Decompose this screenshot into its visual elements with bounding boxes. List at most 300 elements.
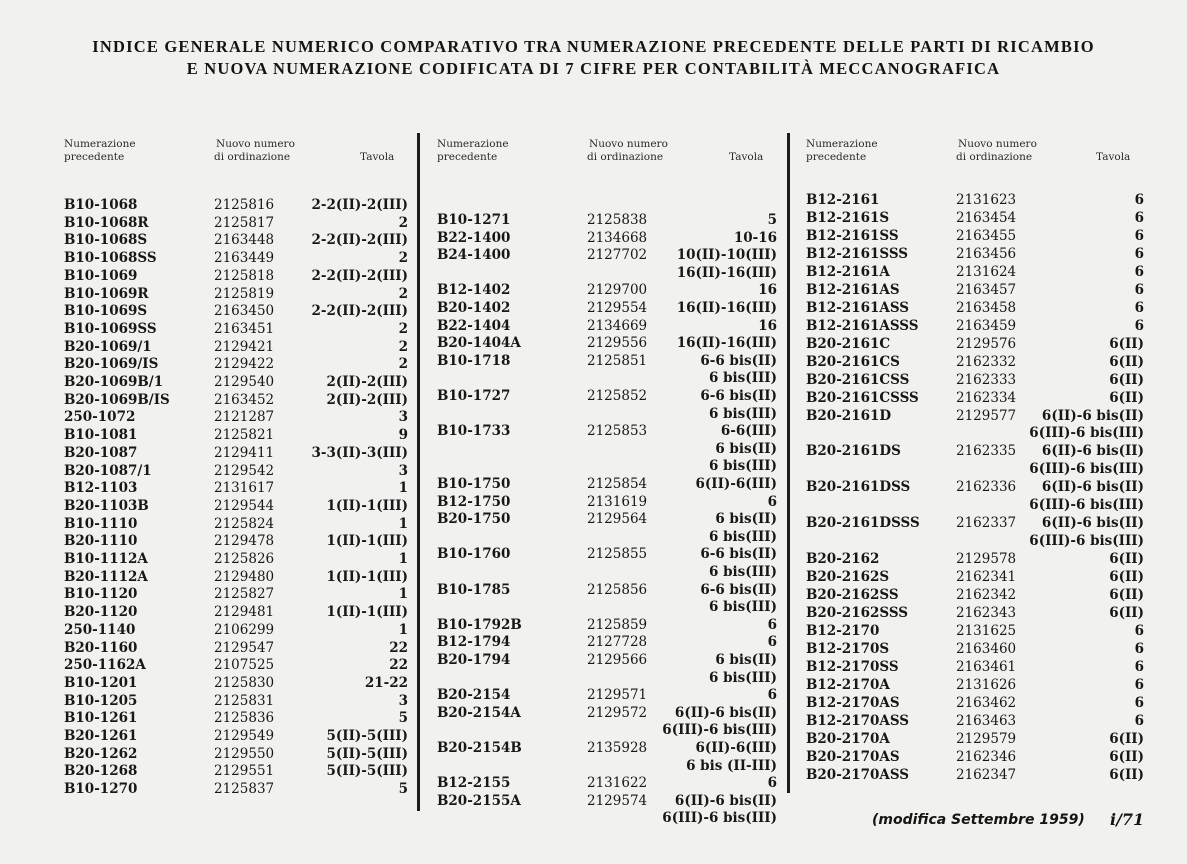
tavola-reference: 6(II) bbox=[1109, 569, 1144, 586]
old-part-number: B12-2161SS bbox=[806, 227, 899, 244]
tavola-reference: 1 bbox=[398, 515, 408, 532]
table-row bbox=[806, 353, 1144, 371]
new-order-number: 2125852 bbox=[587, 388, 648, 404]
old-part-number: B12-2161A bbox=[806, 263, 890, 280]
new-order-number: 2125856 bbox=[587, 581, 648, 598]
new-order-number: 2129566 bbox=[587, 652, 648, 668]
new-order-number: 2162342 bbox=[956, 587, 1017, 604]
old-part-number: B10-1069SS bbox=[64, 320, 157, 337]
tavola-reference: 1 bbox=[398, 480, 408, 497]
tavola-reference: 10(II)-10(III) bbox=[676, 247, 777, 264]
table-row bbox=[806, 209, 1144, 227]
page-title bbox=[0, 36, 1187, 80]
tavola-reference: 6(II)-6 bis(II) bbox=[1041, 515, 1144, 532]
table-row bbox=[64, 302, 408, 320]
table-row bbox=[806, 407, 1144, 425]
tavola-reference: 6 bis(II) bbox=[715, 440, 777, 457]
tavola-reference: 6(II)-6 bis(II) bbox=[1041, 407, 1144, 424]
new-order-number: 2131625 bbox=[956, 623, 1017, 640]
table-row bbox=[437, 246, 777, 264]
tavola-reference: 1 bbox=[398, 551, 408, 567]
old-part-number: B10-1750 bbox=[437, 476, 511, 492]
old-part-number: B12-2161S bbox=[806, 209, 890, 226]
old-part-number: B10-1727 bbox=[437, 388, 511, 404]
old-part-number: B12-1402 bbox=[437, 282, 511, 299]
table-row bbox=[437, 774, 777, 792]
tavola-reference: 2 bbox=[398, 250, 408, 267]
new-order-number: 2129571 bbox=[587, 687, 648, 704]
column-separator bbox=[417, 133, 420, 811]
tavola-reference: 3 bbox=[398, 692, 408, 709]
tavola-reference: 6 bis(III) bbox=[709, 458, 777, 475]
table-row bbox=[64, 267, 408, 285]
old-part-number: 250-1072 bbox=[64, 409, 136, 426]
table-row bbox=[806, 622, 1144, 640]
tavola-reference: 2 bbox=[398, 285, 408, 302]
tavola-reference: 6(III)-6 bis(III) bbox=[1029, 461, 1144, 478]
new-order-number: 2125821 bbox=[214, 427, 275, 444]
new-order-number: 2129576 bbox=[956, 335, 1017, 352]
table-row bbox=[437, 669, 777, 687]
column-header-tavola: Tavola bbox=[360, 151, 395, 163]
old-part-number: B20-1087/1 bbox=[64, 462, 152, 479]
column-header-new-number bbox=[956, 138, 1037, 164]
old-part-number: B10-1112A bbox=[64, 551, 148, 567]
table-row bbox=[437, 299, 777, 317]
tavola-reference: 6-6 bis(II) bbox=[700, 581, 777, 598]
old-part-number: B20-2161DSS bbox=[806, 479, 911, 496]
old-part-number: B20-2154 bbox=[437, 687, 511, 704]
table-row bbox=[806, 496, 1144, 514]
tavola-reference: 16(II)-16(III) bbox=[676, 264, 777, 281]
table-row bbox=[437, 633, 777, 651]
title-line-1: INDICE GENERALE NUMERICO COMPARATIVO TRA NUMERAZIONE PRECEDENTE DELLE PARTI DI RICAMBIO bbox=[92, 37, 1095, 56]
table-row bbox=[64, 656, 408, 674]
old-part-number: B20-2161C bbox=[806, 335, 891, 352]
tavola-reference: 6 bbox=[1134, 658, 1144, 675]
header-text: Nuovo numero bbox=[589, 138, 668, 150]
new-order-number: 2125836 bbox=[214, 710, 275, 727]
tavola-reference: 6 bbox=[767, 687, 777, 704]
table-row bbox=[64, 585, 408, 603]
new-order-number: 2162346 bbox=[956, 748, 1017, 765]
table-row bbox=[806, 640, 1144, 658]
tavola-reference: 6(II) bbox=[1109, 766, 1144, 783]
new-order-number: 2125838 bbox=[587, 212, 648, 228]
new-order-number: 2129422 bbox=[214, 356, 275, 373]
table-row bbox=[806, 371, 1144, 389]
header-text: Nuovo numero bbox=[216, 138, 295, 150]
table-row bbox=[64, 231, 408, 249]
tavola-reference: 1 bbox=[398, 586, 408, 603]
new-order-number: 2163448 bbox=[214, 232, 275, 249]
old-part-number: B20-2170ASS bbox=[806, 766, 910, 783]
table-row bbox=[437, 792, 777, 810]
old-part-number: B12-2170S bbox=[806, 641, 890, 657]
tavola-reference: 6 bbox=[1134, 694, 1144, 711]
tavola-reference: 2-2(II)-2(III) bbox=[311, 197, 408, 213]
old-part-number: B20-1262 bbox=[64, 745, 138, 762]
table-row bbox=[64, 532, 408, 550]
table-row bbox=[64, 621, 408, 639]
new-order-number: 2162333 bbox=[956, 371, 1017, 388]
tavola-reference: 16 bbox=[758, 282, 777, 299]
tavola-reference: 3-3(II)-3(III) bbox=[311, 444, 408, 461]
new-order-number: 2135928 bbox=[587, 740, 648, 756]
tavola-reference: 6(II)-6 bis(II) bbox=[1041, 443, 1144, 460]
tavola-reference: 3 bbox=[398, 462, 408, 479]
table-row bbox=[806, 227, 1144, 245]
old-part-number: B12-2170 bbox=[806, 623, 880, 640]
old-part-number: B20-1069/1 bbox=[64, 338, 152, 355]
new-order-number: 2129550 bbox=[214, 745, 275, 762]
title-line-2: E NUOVA NUMERAZIONE CODIFICATA DI 7 CIFRE PER CONTABILITÀ MECCANOGRAFICA bbox=[186, 59, 1001, 78]
table-row bbox=[64, 550, 408, 568]
table-row bbox=[806, 694, 1144, 712]
tavola-reference: 5 bbox=[398, 710, 408, 727]
old-part-number: B12-2161ASSS bbox=[806, 317, 919, 334]
new-order-number: 2129577 bbox=[956, 407, 1017, 424]
new-order-number: 2129411 bbox=[214, 444, 275, 461]
new-order-number: 2162341 bbox=[956, 569, 1017, 586]
table-row bbox=[64, 762, 408, 780]
table-row bbox=[64, 709, 408, 727]
old-part-number: B12-2170ASS bbox=[806, 712, 910, 729]
new-order-number: 2107525 bbox=[214, 657, 275, 674]
table-row bbox=[806, 299, 1144, 317]
new-order-number: 2129547 bbox=[214, 639, 275, 656]
tavola-reference: 6(II) bbox=[1109, 587, 1144, 604]
old-part-number: B10-1068R bbox=[64, 214, 149, 231]
old-part-number: B20-2154A bbox=[437, 704, 521, 721]
old-part-number: B12-2161SSS bbox=[806, 245, 909, 262]
old-part-number: B24-1400 bbox=[437, 247, 511, 264]
old-part-number: B20-2162 bbox=[806, 551, 880, 568]
table-row bbox=[64, 355, 408, 373]
table-row bbox=[806, 712, 1144, 730]
column-header-new-number bbox=[587, 138, 668, 164]
old-part-number: B20-1794 bbox=[437, 652, 511, 668]
tavola-reference: 6 bis(III) bbox=[709, 564, 777, 580]
table-row bbox=[64, 639, 408, 657]
tavola-reference: 2 bbox=[398, 214, 408, 231]
old-part-number: B20-1402 bbox=[437, 300, 511, 316]
tavola-reference: 6 bbox=[767, 634, 777, 651]
table-row bbox=[437, 405, 777, 423]
table-row bbox=[64, 479, 408, 497]
new-order-number: 2162343 bbox=[956, 605, 1017, 622]
revision-note: (modifica Settembre 1959) bbox=[872, 812, 1085, 828]
column-header-tavola: Tavola bbox=[729, 151, 764, 163]
table-row bbox=[64, 444, 408, 462]
old-part-number: B10-1081 bbox=[64, 427, 138, 444]
tavola-reference: 6 bbox=[767, 775, 777, 792]
new-order-number: 2125831 bbox=[214, 692, 275, 709]
tavola-reference: 6(II) bbox=[1109, 605, 1144, 622]
new-order-number: 2125853 bbox=[587, 423, 648, 440]
table-row bbox=[437, 616, 777, 634]
new-order-number: 2125855 bbox=[587, 546, 648, 563]
tavola-reference: 6 bbox=[767, 616, 777, 633]
table-row bbox=[806, 424, 1144, 442]
old-part-number: B20-2161DS bbox=[806, 443, 901, 460]
old-part-number: B10-1270 bbox=[64, 781, 138, 798]
header-text: di ordinazione bbox=[214, 151, 291, 163]
old-part-number: B20-1069/IS bbox=[64, 356, 159, 373]
table-row bbox=[64, 391, 408, 409]
new-order-number: 2129554 bbox=[587, 300, 648, 316]
header-text: precedente bbox=[437, 151, 498, 163]
table-row bbox=[437, 581, 777, 599]
tavola-reference: 6 bbox=[1134, 263, 1144, 280]
tavola-reference: 6(II)-6 bis(II) bbox=[1041, 479, 1144, 496]
table-row bbox=[806, 586, 1144, 604]
column-header-old-number bbox=[437, 138, 509, 164]
old-part-number: B10-1068 bbox=[64, 197, 138, 213]
tavola-reference: 6(II) bbox=[1109, 748, 1144, 765]
column-header-tavola: Tavola bbox=[1096, 151, 1131, 163]
table-row bbox=[806, 676, 1144, 694]
tavola-reference: 2-2(II)-2(III) bbox=[311, 267, 408, 284]
old-part-number: B12-2161 bbox=[806, 192, 880, 208]
tavola-reference: 16 bbox=[758, 317, 777, 334]
tavola-reference: 6(II) bbox=[1109, 551, 1144, 568]
table-row bbox=[437, 704, 777, 722]
table-row bbox=[437, 809, 777, 827]
new-order-number: 2129544 bbox=[214, 497, 275, 514]
new-order-number: 2125816 bbox=[214, 197, 275, 213]
new-order-number: 2125854 bbox=[587, 476, 648, 492]
old-part-number: B22-1400 bbox=[437, 229, 511, 246]
tavola-reference: 16(II)-16(III) bbox=[676, 300, 777, 316]
new-order-number: 2129556 bbox=[587, 335, 648, 352]
table-row bbox=[437, 440, 777, 458]
new-order-number: 2129551 bbox=[214, 763, 275, 780]
table-row bbox=[437, 229, 777, 247]
tavola-reference: 2 bbox=[398, 320, 408, 337]
new-order-number: 2162337 bbox=[956, 515, 1017, 532]
new-order-number: 2131623 bbox=[956, 192, 1017, 208]
old-part-number: B20-1750 bbox=[437, 511, 511, 528]
new-order-number: 2125826 bbox=[214, 551, 275, 567]
table-row bbox=[437, 739, 777, 757]
old-part-number: B20-1112A bbox=[64, 568, 148, 585]
tavola-reference: 6 bis(III) bbox=[709, 370, 777, 387]
header-text: di ordinazione bbox=[587, 151, 664, 163]
table-row bbox=[437, 545, 777, 563]
old-part-number: B12-2155 bbox=[437, 775, 511, 792]
table-row bbox=[437, 686, 777, 704]
old-part-number: B20-1404A bbox=[437, 335, 521, 352]
tavola-reference: 6(III)-6 bis(III) bbox=[1029, 497, 1144, 514]
table-row bbox=[806, 550, 1144, 568]
old-part-number: B20-2162SSS bbox=[806, 605, 909, 622]
old-part-number: B10-1785 bbox=[437, 581, 511, 598]
table-row bbox=[64, 497, 408, 515]
old-part-number: B10-1069 bbox=[64, 267, 138, 284]
table-row bbox=[806, 281, 1144, 299]
old-part-number: B12-2161AS bbox=[806, 281, 900, 298]
table-row bbox=[437, 528, 777, 546]
table-row bbox=[806, 748, 1144, 766]
new-order-number: 2129549 bbox=[214, 728, 275, 744]
new-order-number: 2163461 bbox=[956, 658, 1017, 675]
tavola-reference: 6(II)-6(III) bbox=[695, 476, 777, 492]
table-row bbox=[64, 674, 408, 692]
new-order-number: 2163459 bbox=[956, 317, 1017, 334]
tavola-reference: 6(II)-6(III) bbox=[695, 740, 777, 756]
new-order-number: 2129564 bbox=[587, 511, 648, 528]
tavola-reference: 2-2(II)-2(III) bbox=[311, 232, 408, 249]
tavola-reference: 2-2(II)-2(III) bbox=[311, 303, 408, 320]
old-part-number: B20-1087 bbox=[64, 444, 138, 461]
header-text: Numerazione bbox=[437, 138, 509, 150]
new-order-number: 2127728 bbox=[587, 634, 648, 651]
tavola-reference: 6 bis (II-III) bbox=[686, 757, 777, 774]
new-order-number: 2129481 bbox=[214, 604, 275, 621]
new-order-number: 2163458 bbox=[956, 299, 1017, 316]
table-row bbox=[806, 568, 1144, 586]
table-row bbox=[806, 317, 1144, 335]
old-part-number: B10-1261 bbox=[64, 710, 138, 727]
new-order-number: 2162336 bbox=[956, 479, 1017, 496]
table-row bbox=[806, 604, 1144, 622]
table-row bbox=[64, 780, 408, 798]
table-row bbox=[806, 478, 1144, 496]
table-row bbox=[437, 757, 777, 775]
old-part-number: B20-1069B/IS bbox=[64, 391, 170, 408]
new-order-number: 2106299 bbox=[214, 621, 275, 638]
new-order-number: 2162347 bbox=[956, 766, 1017, 783]
old-part-number: B12-2170AS bbox=[806, 694, 900, 711]
table-row bbox=[806, 335, 1144, 353]
table-row bbox=[64, 373, 408, 391]
new-order-number: 2129572 bbox=[587, 704, 648, 721]
table-row bbox=[437, 493, 777, 511]
tavola-reference: 6-6 bis(II) bbox=[700, 388, 777, 404]
old-part-number: B12-2161ASS bbox=[806, 299, 910, 316]
table-row bbox=[64, 426, 408, 444]
new-order-number: 2129574 bbox=[587, 792, 648, 809]
tavola-reference: 2(II)-2(III) bbox=[326, 374, 408, 390]
new-order-number: 2127702 bbox=[587, 247, 648, 264]
table-row bbox=[806, 514, 1144, 532]
table-row bbox=[437, 264, 777, 282]
old-part-number: B20-1110 bbox=[64, 533, 138, 550]
tavola-reference: 6(II) bbox=[1109, 335, 1144, 352]
tavola-reference: 6 bis(III) bbox=[709, 599, 777, 616]
new-order-number: 2129480 bbox=[214, 568, 275, 585]
table-row bbox=[64, 568, 408, 586]
old-part-number: B20-2161CS bbox=[806, 353, 900, 370]
tavola-reference: 2 bbox=[398, 338, 408, 355]
tavola-reference: 6 bbox=[1134, 227, 1144, 244]
table-row bbox=[806, 263, 1144, 281]
old-part-number: B20-2161CSS bbox=[806, 371, 910, 388]
new-order-number: 2129540 bbox=[214, 374, 275, 390]
tavola-reference: 22 bbox=[389, 657, 408, 674]
header-text: di ordinazione bbox=[956, 151, 1033, 163]
tavola-reference: 6(II)-6 bis(II) bbox=[674, 792, 777, 809]
new-order-number: 2163460 bbox=[956, 641, 1017, 657]
table-row bbox=[806, 532, 1144, 550]
old-part-number: 250-1162A bbox=[64, 657, 146, 674]
tavola-reference: 6(II)-6 bis(II) bbox=[674, 704, 777, 721]
tavola-reference: 21-22 bbox=[364, 674, 408, 691]
new-order-number: 2129421 bbox=[214, 338, 275, 355]
column-separator bbox=[787, 133, 790, 793]
tavola-reference: 6(III)-6 bis(III) bbox=[662, 810, 777, 827]
old-part-number: B10-1792B bbox=[437, 616, 522, 633]
table-row bbox=[64, 214, 408, 232]
header-text: Numerazione bbox=[806, 138, 878, 150]
old-part-number: B10-1760 bbox=[437, 546, 511, 563]
new-order-number: 2163450 bbox=[214, 303, 275, 320]
tavola-reference: 6 bbox=[1134, 245, 1144, 262]
old-part-number: B10-1069R bbox=[64, 285, 149, 302]
tavola-reference: 6(II) bbox=[1109, 389, 1144, 406]
table-row bbox=[64, 603, 408, 621]
old-part-number: B20-1261 bbox=[64, 728, 138, 744]
tavola-reference: 5(II)-5(III) bbox=[326, 728, 408, 744]
tavola-reference: 5 bbox=[767, 212, 777, 228]
column-header-old-number bbox=[806, 138, 878, 164]
old-part-number: B10-1069S bbox=[64, 303, 148, 320]
new-order-number: 2129478 bbox=[214, 533, 275, 550]
new-order-number: 2129542 bbox=[214, 462, 275, 479]
new-order-number: 2163457 bbox=[956, 281, 1017, 298]
table-row bbox=[64, 515, 408, 533]
new-order-number: 2125859 bbox=[587, 616, 648, 633]
tavola-reference: 6-6(III) bbox=[720, 423, 777, 440]
tavola-reference: 6-6 bis(II) bbox=[700, 352, 777, 369]
table-row bbox=[437, 352, 777, 370]
new-order-number: 2163452 bbox=[214, 391, 275, 408]
table-row bbox=[437, 422, 777, 440]
new-order-number: 2125830 bbox=[214, 674, 275, 691]
tavola-reference: 6(II) bbox=[1109, 371, 1144, 388]
header-text: Nuovo numero bbox=[958, 138, 1037, 150]
old-part-number: B20-1160 bbox=[64, 639, 138, 656]
tavola-reference: 6 bis(III) bbox=[709, 669, 777, 686]
table-row bbox=[64, 727, 408, 745]
tavola-reference: 1(II)-1(III) bbox=[326, 533, 408, 550]
tavola-reference: 1(II)-1(III) bbox=[326, 568, 408, 585]
table-row bbox=[806, 191, 1144, 209]
header-text: precedente bbox=[806, 151, 867, 163]
tavola-reference: 6(II) bbox=[1109, 730, 1144, 747]
tavola-reference: 6 bbox=[1134, 192, 1144, 208]
tavola-reference: 5(II)-5(III) bbox=[326, 763, 408, 780]
table-row bbox=[437, 598, 777, 616]
old-part-number: B20-2161DSSS bbox=[806, 515, 920, 532]
tavola-reference: 6 bis(II) bbox=[715, 511, 777, 528]
new-order-number: 2131619 bbox=[587, 493, 648, 510]
tavola-reference: 6 bbox=[1134, 281, 1144, 298]
tavola-reference: 6 bbox=[767, 493, 777, 510]
table-row bbox=[806, 442, 1144, 460]
tavola-reference: 5 bbox=[398, 781, 408, 798]
new-order-number: 2163454 bbox=[956, 209, 1017, 226]
old-part-number: B20-2170AS bbox=[806, 748, 900, 765]
table-row bbox=[806, 658, 1144, 676]
table-row bbox=[437, 651, 777, 669]
old-part-number: B20-2161D bbox=[806, 407, 892, 424]
table-row bbox=[437, 721, 777, 739]
tavola-reference: 16(II)-16(III) bbox=[676, 335, 777, 352]
new-order-number: 2163455 bbox=[956, 227, 1017, 244]
old-part-number: B20-2170A bbox=[806, 730, 890, 747]
